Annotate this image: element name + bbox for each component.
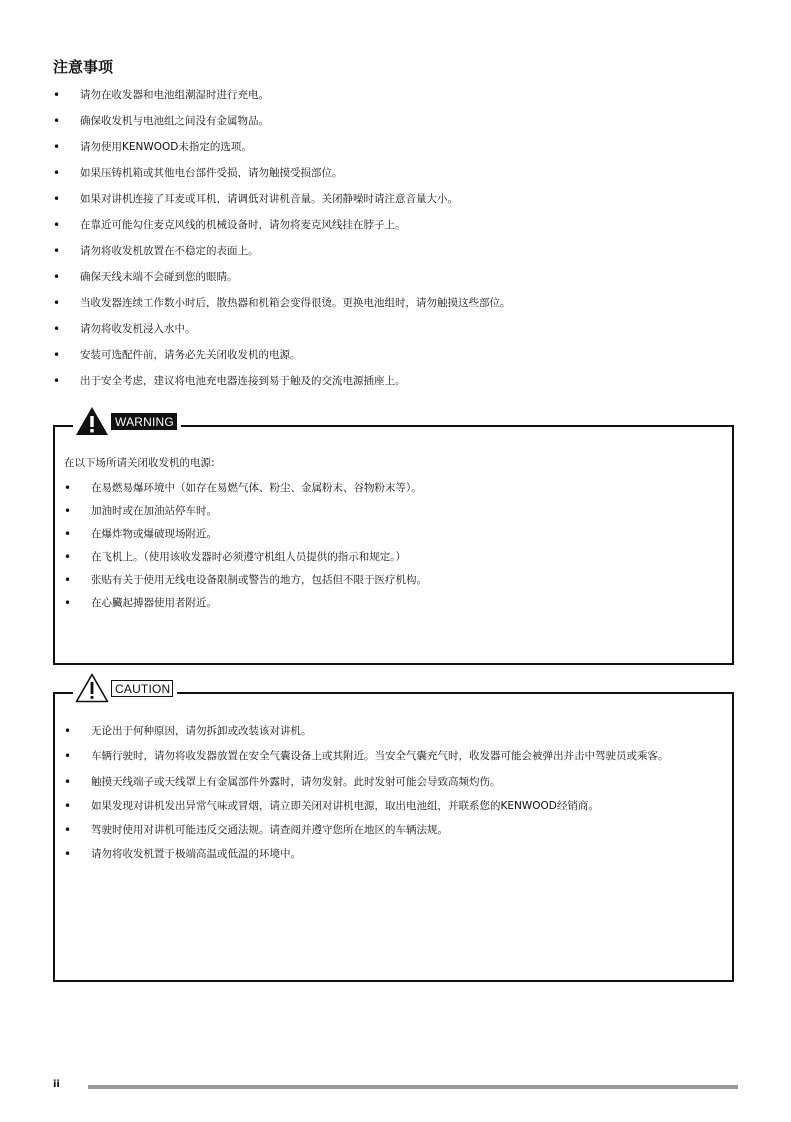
list-item: • 触摸天线端子或天线罩上有金属部件外露时，请勿发射。此时发射可能会导致高频灼伤。 (91, 774, 669, 790)
list-item: • 驾驶时使用对讲机可能违反交通法规。请查阅并遵守您所在地区的车辆法规。 (91, 822, 669, 838)
list-item: • 无论出于何种原因，请勿拆卸或改装该对讲机。 (91, 723, 669, 739)
page-number: ii (53, 1079, 60, 1090)
list-item: • 请勿在收发器和电池组潮湿时进行充电。 (80, 87, 511, 103)
list-item: • 请勿将收发机浸入水中。 (80, 321, 511, 337)
list-item: • 张贴有关于使用无线电设备限制或警告的地方，包括但不限于医疗机构。 (91, 572, 427, 588)
caution-list (91, 723, 669, 870)
caution-box (53, 681, 734, 982)
page-title: 注意事项 (53, 58, 114, 76)
list-item: • 在心臟起搏器使用者附近。 (91, 595, 427, 611)
warning-list (91, 480, 427, 618)
list-item: • 车辆行驶时，请勿将收发器放置在安全气囊设备上或其附近。当安全气囊充气时，收发器可能会被弹出并击中驾驶员或乘客。 (91, 747, 669, 766)
warning-label: WARNING (111, 413, 177, 430)
list-item: • 在易燃易爆环境中（如存在易燃气体、粉尘、金属粉末、谷物粉末等）。 (91, 480, 427, 496)
list-item: • 如果对讲机连接了耳麦或耳机，请调低对讲机音量。关闭静噪时请注意音量大小。 (80, 191, 511, 207)
list-item: • 确保天线末端不会碰到您的眼睛。 (80, 269, 511, 285)
list-item: • 在爆炸物或爆破现场附近。 (91, 526, 427, 542)
list-item: • 如果发现对讲机发出异常气味或冒烟，请立即关闭对讲机电源，取出电池组，并联系您的KENWOOD经销商。 (91, 798, 669, 814)
list-item: • 在靠近可能勾住麦克风线的机械设备时，请勿将麦克风线挂在脖子上。 (80, 217, 511, 233)
warning-intro: 在以下场所请关闭收发机的电源: (64, 457, 215, 469)
safety-notes-list (80, 87, 511, 399)
list-item: • 出于安全考虑，建议将电池充电器连接到易于触及的交流电源插座上。 (80, 373, 511, 389)
list-item: • 请勿使用KENWOOD未指定的选项。 (80, 139, 511, 155)
warning-triangle-icon (75, 406, 109, 436)
caution-label: CAUTION (111, 680, 173, 697)
list-item: • 当收发器连续工作数小时后，散热器和机箱会变得很烫。更换电池组时，请勿触摸这些部位。 (80, 295, 511, 311)
list-item: • 请勿将收发机置于极端高温或低温的环境中。 (91, 846, 669, 862)
warning-heading (73, 406, 181, 436)
list-item: • 确保收发机与电池组之间没有金属物品。 (80, 113, 511, 129)
list-item: • 安装可选配件前，请务必先关闭收发机的电源。 (80, 347, 511, 363)
warning-box (53, 414, 734, 665)
list-item: • 如果压铸机箱或其他电台部件受损，请勿触摸受损部位。 (80, 165, 511, 181)
footer-divider (88, 1085, 738, 1089)
caution-heading (73, 673, 177, 703)
caution-triangle-icon (75, 673, 109, 703)
list-item: • 请勿将收发机放置在不稳定的表面上。 (80, 243, 511, 259)
list-item: • 加油时或在加油站停车时。 (91, 503, 427, 519)
list-item: • 在飞机上。（使用该收发器时必须遵守机组人员提供的指示和规定。） (91, 549, 427, 565)
